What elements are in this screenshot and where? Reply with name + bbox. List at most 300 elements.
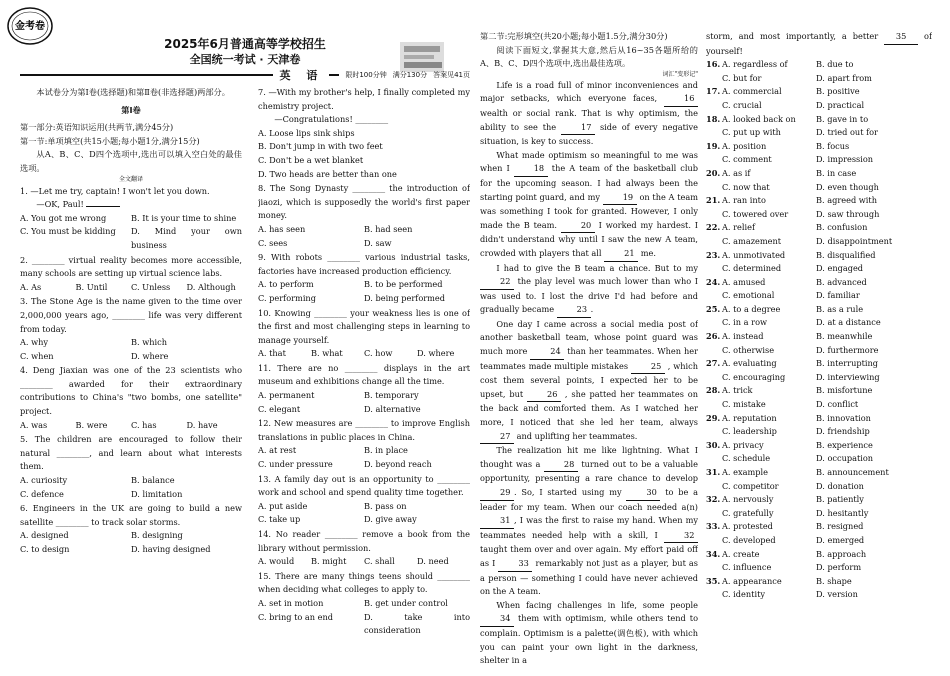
option-c[interactable]: C. sees	[258, 237, 288, 248]
option-d[interactable]: D. occupation	[816, 453, 874, 464]
q12-options	[258, 444, 470, 471]
passage-text: of yourself!	[706, 31, 932, 56]
option-b[interactable]: B. in case	[816, 167, 857, 178]
blank-34[interactable]: 34	[480, 612, 514, 627]
cloze-option-row	[706, 113, 932, 127]
blank-23[interactable]: 23	[557, 303, 591, 318]
option-a-text: A. amused	[722, 276, 766, 287]
question-5: 5. The children are encouraged to follow their natural ________, and learn about what interests them.	[20, 434, 242, 472]
question-6: 6. Engineers in the UK are going to build a new satellite ________ to track solar storms.	[20, 503, 242, 527]
option-d[interactable]: D. furthermore	[816, 344, 879, 355]
option-a[interactable]: A. set in motion	[258, 597, 324, 608]
option-a[interactable]: A. at rest	[258, 445, 297, 456]
option-c[interactable]: C. Don't be a wet blanket	[258, 154, 364, 165]
option-d[interactable]: D. need	[417, 556, 449, 567]
question-number: 23.	[706, 249, 721, 260]
time-limit: 限时100分钟	[345, 71, 387, 79]
passage-text: Life is a road full of minor inconveniences and major setbacks, which everyone faces,	[480, 79, 698, 104]
option-a[interactable]	[706, 249, 816, 263]
blank-24[interactable]: 24	[530, 345, 564, 360]
cloze-option-row	[706, 493, 932, 507]
option-a[interactable]	[706, 357, 816, 371]
option-a[interactable]	[706, 466, 816, 480]
passage-paragraph-5	[480, 444, 698, 599]
passage-paragraph-1	[480, 79, 698, 149]
option-b[interactable]: B. temporary	[364, 390, 419, 401]
option-c[interactable]	[706, 289, 816, 303]
cloze-option-row	[706, 548, 932, 562]
full-score: 满分130分	[392, 71, 428, 79]
option-c[interactable]	[706, 72, 816, 86]
blank-19[interactable]: 19	[603, 191, 637, 206]
option-d[interactable]: D. where	[131, 350, 169, 361]
option-b[interactable]: B. interrupting	[816, 358, 879, 369]
option-b[interactable]: B. focus	[816, 140, 850, 151]
option-a[interactable]	[706, 330, 816, 344]
option-d[interactable]: D. give away	[364, 514, 417, 525]
option-a-text: A. unmotivated	[722, 249, 786, 260]
option-c[interactable]	[706, 208, 816, 222]
option-c-text: C. in a row	[722, 317, 768, 328]
option-a[interactable]	[706, 439, 816, 453]
answer-page: 答案见41页	[433, 71, 470, 79]
cloze-option-row	[706, 276, 932, 290]
option-a-text: A. instead	[722, 331, 764, 342]
option-c-text: C. competitor	[722, 480, 779, 491]
passage-text: the A team of the basketball club for the upcoming season. I had always been the starting point guard, and my	[480, 163, 698, 202]
passage-text: , I was the first to raise my hand. When my teammates needed help with a skill, I	[480, 515, 698, 540]
option-d[interactable]: D. emerged	[816, 534, 865, 545]
option-c[interactable]	[706, 126, 816, 140]
option-d[interactable]: D. interviewing	[816, 371, 880, 382]
question-number: 26.	[706, 331, 721, 342]
option-a[interactable]: A. why	[20, 337, 49, 348]
option-a[interactable]	[706, 276, 816, 290]
option-c[interactable]	[706, 235, 816, 249]
cloze-option-row	[706, 58, 932, 72]
question-13: 13. A family day out is an opportunity to ________ work and school and spend quality time together.	[258, 473, 470, 498]
column-4	[706, 0, 932, 676]
option-d[interactable]: D. disappointment	[816, 235, 893, 246]
blank-29[interactable]: 29	[480, 486, 514, 501]
option-d[interactable]: D. hesitantly	[816, 507, 869, 518]
q1-reply-text: —OK, Paul!	[36, 199, 84, 210]
option-c[interactable]: C. Unless	[131, 281, 171, 292]
vocab-note: 词汇"变形记"	[662, 70, 698, 78]
passage-text: One day I came across a social media post of another basketball team, whose point guard was much more	[480, 318, 698, 357]
option-c[interactable]	[706, 262, 816, 276]
question-2: 2. ________ virtual reality becomes more accessible, many schools are setting up virtual science labs.	[20, 254, 242, 279]
option-b[interactable]: B. patiently	[816, 494, 864, 505]
option-d[interactable]: D. even though	[816, 181, 879, 192]
question-number: 35.	[706, 575, 721, 586]
question-number: 19.	[706, 140, 721, 151]
option-b[interactable]: B. Don't jump in with two feet	[258, 141, 383, 152]
blank-20[interactable]: 20	[561, 219, 595, 234]
option-a[interactable]	[706, 113, 816, 127]
question-7-reply: —Congratulations! ________	[274, 114, 389, 125]
passage-text: .	[590, 304, 594, 315]
blank-18[interactable]: 18	[514, 162, 548, 177]
option-c-text: C. comment	[722, 154, 772, 165]
passage-paragraph-3	[480, 262, 698, 318]
option-d[interactable]: D. perform	[816, 562, 862, 573]
option-a[interactable]	[706, 303, 816, 317]
option-c[interactable]: C. to design	[20, 544, 70, 554]
cloze-option-row	[706, 575, 932, 589]
passage-text: on the A team was something I took for granted. However, I only made the B team.	[480, 191, 698, 230]
option-b[interactable]: B. which	[131, 337, 167, 348]
question-number: 22.	[706, 222, 721, 233]
blank-33[interactable]: 33	[498, 557, 532, 572]
option-a[interactable]	[706, 58, 816, 72]
blank-28[interactable]: 28	[544, 458, 578, 473]
option-c[interactable]	[706, 588, 816, 602]
option-d[interactable]: D. friendship	[816, 426, 870, 437]
passage-text: turned out to be a valuable opportunity, presenting a rare chance to develop	[480, 458, 698, 484]
column-1	[20, 0, 242, 676]
option-c[interactable]: C. performing	[258, 292, 316, 303]
option-b[interactable]: B. pass on	[364, 500, 407, 511]
passage-text: What made optimism so meaningful to me was when I	[480, 149, 698, 174]
option-b[interactable]: B. confusion	[816, 222, 868, 233]
option-c[interactable]: C. You must be kidding	[20, 226, 116, 237]
option-c-text: C. encouraging	[722, 371, 786, 382]
option-b[interactable]: B. advanced	[816, 276, 867, 287]
cloze-option-row	[706, 194, 932, 208]
option-c-text: C. schedule	[722, 453, 771, 464]
option-b[interactable]: B. misfortune	[816, 385, 873, 396]
option-c-text: C. influence	[722, 562, 772, 573]
option-a[interactable]: A. curiosity	[20, 475, 68, 486]
q8-options	[258, 223, 470, 250]
option-d[interactable]: D. version	[816, 589, 858, 600]
option-c[interactable]	[706, 344, 816, 358]
option-c[interactable]: C. under pressure	[258, 459, 333, 470]
option-b[interactable]: B. might	[311, 556, 347, 567]
option-c[interactable]	[706, 507, 816, 521]
option-a[interactable]: A. You got me wrong	[20, 212, 107, 223]
cloze-option-row	[706, 534, 932, 548]
question-3: 3. The Stone Age is the name given to the time over 2,000,000 years ago, ________ life was very different from today.	[20, 296, 242, 334]
section1-heading: 第一节:单项填空(共15小题;每小题1分,满分15分)	[20, 135, 200, 146]
q15-options	[258, 597, 470, 638]
q14-options	[258, 555, 470, 569]
option-a[interactable]	[706, 194, 816, 208]
option-a-text: A. commercial	[722, 86, 782, 97]
option-b[interactable]: B. to be performed	[364, 279, 443, 290]
option-c[interactable]	[706, 316, 816, 330]
option-b[interactable]: B. due to	[816, 59, 854, 70]
option-d[interactable]: D. Although	[186, 281, 236, 292]
option-d[interactable]: D. limitation	[131, 488, 183, 499]
option-c-text: C. identity	[722, 589, 765, 600]
q9-options	[258, 278, 470, 305]
option-d[interactable]: D. impression	[816, 154, 874, 165]
option-a[interactable]: A. As	[20, 281, 42, 292]
cloze-option-row	[706, 262, 932, 276]
option-b[interactable]: B. innovation	[816, 412, 871, 423]
answer-blank[interactable]	[86, 206, 120, 207]
passage-text: , she patted her teammates on the back and comforted them. As I watched her more, I noticed that she led her team, always	[480, 388, 698, 428]
cloze-option-row	[706, 330, 932, 344]
option-a-text: A. create	[722, 548, 760, 559]
blank-27[interactable]: 27	[480, 430, 514, 445]
passage-text: and uplifting her teammates.	[516, 430, 638, 441]
option-b[interactable]: B. disqualified	[816, 249, 876, 260]
passage-paragraph-6-end	[706, 30, 932, 58]
option-a[interactable]	[706, 167, 816, 181]
option-c[interactable]: C. bring to an end	[258, 611, 334, 622]
option-c[interactable]	[706, 153, 816, 167]
option-a[interactable]: A. was	[20, 419, 48, 430]
option-c[interactable]: C. has	[131, 419, 157, 430]
cloze-option-row	[706, 371, 932, 385]
option-d[interactable]: D. have	[186, 419, 218, 430]
option-d[interactable]: D. conflict	[816, 399, 859, 410]
blank-25[interactable]: 25	[631, 360, 665, 375]
cloze-option-row	[706, 249, 932, 263]
cloze-option-row	[706, 72, 932, 86]
option-c[interactable]: C. when	[20, 350, 54, 361]
question-14: 14. No reader ________ remove a book from the library without permission.	[258, 529, 470, 553]
blank-32[interactable]: 32	[664, 529, 698, 544]
q6-options	[20, 529, 242, 556]
blank-21[interactable]: 21	[604, 247, 638, 262]
option-d[interactable]: D. take into consideration	[364, 611, 470, 636]
option-d[interactable]: D. being performed	[364, 292, 446, 303]
option-a[interactable]	[706, 520, 816, 534]
cloze-option-row	[706, 561, 932, 575]
option-a[interactable]	[706, 493, 816, 507]
option-a[interactable]: A. would	[258, 556, 295, 567]
cloze-option-row	[706, 140, 932, 154]
cloze-option-row	[706, 303, 932, 317]
option-b[interactable]: B. meanwhile	[816, 331, 873, 342]
option-b[interactable]: B. approach	[816, 548, 867, 559]
option-c[interactable]	[706, 99, 816, 113]
option-c[interactable]: C. defence	[20, 488, 64, 499]
question-9: 9. With robots ________ various industrial tasks, factories have increased production efficiency.	[258, 252, 470, 276]
option-c-text: C. leadership	[722, 426, 777, 437]
passage-text: them with optimism, while others tend to complain. Optimism is a palette(调色板), with which you can paint your own light in the darkness, shelter in a	[480, 613, 698, 666]
cloze-option-row	[706, 480, 932, 494]
question-4: 4. Deng Jiaxian was one of the 23 scientists who ________ awarded for their extraordinary contributions to China's "two bombs, one satellite" project.	[20, 365, 242, 417]
cloze-option-row	[706, 221, 932, 235]
question-number: 20.	[706, 167, 721, 178]
option-c-text: C. put up with	[722, 127, 781, 138]
option-c[interactable]: C. elegant	[258, 403, 301, 414]
cloze-option-row	[706, 384, 932, 398]
option-a[interactable]: A. put aside	[258, 500, 308, 511]
blank-31[interactable]: 31	[480, 514, 514, 529]
cloze-option-row	[706, 439, 932, 453]
cloze-option-row	[706, 425, 932, 439]
option-c[interactable]: C. take up	[258, 514, 301, 525]
question-number: 27.	[706, 358, 721, 369]
option-d[interactable]: D. alternative	[364, 403, 421, 414]
option-d[interactable]: D. apart from	[816, 72, 872, 83]
option-d[interactable]: D. Mind your own business	[131, 226, 242, 250]
question-number: 18.	[706, 113, 721, 124]
option-b[interactable]: B. had seen	[364, 223, 413, 234]
option-a[interactable]: A. permanent	[258, 390, 315, 401]
option-a[interactable]	[706, 384, 816, 398]
option-a[interactable]	[706, 140, 816, 154]
option-c-text: C. amazement	[722, 235, 782, 246]
exam-subtitle: 全国统一考试 · 天津卷	[189, 53, 301, 66]
option-a[interactable]	[706, 412, 816, 426]
blank-35[interactable]: 35	[884, 30, 918, 45]
option-b[interactable]: B. experience	[816, 439, 873, 450]
cloze-option-row	[706, 167, 932, 181]
option-c[interactable]	[706, 480, 816, 494]
option-c[interactable]	[706, 371, 816, 385]
option-d[interactable]: D. tried out for	[816, 127, 878, 138]
question-number: 34.	[706, 548, 721, 559]
q13-options	[258, 500, 470, 527]
option-a-text: A. reputation	[722, 412, 777, 423]
cloze-option-row	[706, 316, 932, 330]
cloze-option-row	[706, 126, 932, 140]
option-b[interactable]: B. what	[311, 348, 343, 359]
option-b[interactable]: B. as a rule	[816, 303, 864, 314]
q3-options	[20, 336, 242, 363]
option-b[interactable]: B. designing	[131, 530, 183, 541]
passage-text: the play level was much lower than who I was used to. I lost the drive I'd had before and gradually became	[480, 276, 698, 315]
option-d[interactable]: D. familiar	[816, 290, 860, 301]
option-d[interactable]: D. engaged	[816, 263, 864, 274]
option-c-text: C. emotional	[722, 290, 775, 301]
passage-paragraph-4	[480, 318, 698, 444]
option-d[interactable]: D. at a distance	[816, 317, 881, 328]
question-number: 25.	[706, 303, 721, 314]
option-a[interactable]	[706, 221, 816, 235]
option-b[interactable]: B. announcement	[816, 467, 889, 477]
option-b[interactable]: B. It is your time to shine	[131, 212, 237, 223]
option-b[interactable]: B. gave in to	[816, 113, 869, 124]
cloze-option-row	[706, 235, 932, 249]
question-12: 12. New measures are ________ to improve English translations in public places in China.	[258, 418, 470, 442]
option-c[interactable]	[706, 425, 816, 439]
blank-26[interactable]: 26	[527, 388, 561, 403]
option-a-text: A. to a degree	[722, 303, 781, 314]
option-c[interactable]	[706, 181, 816, 195]
passage-text: I worked my hardest. I didn't understand why until I saw the new A team, crowded with players that all	[480, 219, 698, 258]
option-d[interactable]: D. Two heads are better than one	[258, 168, 397, 179]
option-d[interactable]: D. having designed	[131, 544, 211, 554]
option-a[interactable]: A. designed	[20, 530, 69, 541]
option-c-text: C. now that	[722, 181, 770, 192]
q7-options	[258, 127, 470, 181]
passage-paragraph-2	[480, 149, 698, 262]
option-a[interactable]: A. that	[258, 348, 286, 359]
option-c-text: C. gratefully	[722, 507, 774, 518]
option-a[interactable]: A. has seen	[258, 223, 306, 234]
option-a[interactable]	[706, 548, 816, 562]
question-1-reply	[20, 198, 242, 212]
blank-16[interactable]: 16	[664, 92, 698, 107]
option-a-text: A. regardless of	[722, 59, 788, 70]
option-d[interactable]: D. saw through	[816, 208, 880, 219]
option-d[interactable]: D. practical	[816, 99, 865, 110]
passage-text: me.	[640, 247, 656, 258]
option-b[interactable]: B. shape	[816, 575, 852, 586]
exam-title: 2025年6月普通高等学校招生	[164, 37, 326, 51]
option-c-text: C. otherwise	[722, 344, 775, 355]
option-c[interactable]: C. how	[364, 348, 393, 359]
intro-text: 本试卷分为第Ⅰ卷(选择题)和第Ⅱ卷(非选择题)两部分。	[36, 87, 230, 97]
option-c-text: C. crucial	[722, 99, 762, 110]
question-number: 17.	[706, 86, 721, 97]
question-number: 32.	[706, 494, 721, 505]
option-c[interactable]: C. shall	[364, 556, 395, 567]
option-d[interactable]: D. beyond reach	[364, 459, 432, 470]
column-2	[258, 0, 470, 676]
cloze-option-row	[706, 181, 932, 195]
logo-text: 金考卷	[15, 21, 45, 32]
option-a-text: A. as if	[722, 167, 751, 178]
option-a-text: A. nervously	[722, 494, 774, 505]
q11-options	[258, 389, 470, 416]
q4-options	[20, 419, 242, 433]
option-a-text: A. looked back on	[722, 113, 796, 124]
section2-heading: 第二节:完形填空(共20小题;每小题1.5分,满分30分)	[480, 31, 668, 41]
option-a-text: A. position	[722, 140, 767, 151]
option-c-text: C. towered over	[722, 208, 789, 219]
translation-note: 全文翻译	[118, 175, 143, 183]
blank-17[interactable]: 17	[561, 121, 595, 136]
passage-text: taught them over and over again. My effort paid off as I	[480, 544, 698, 568]
column-3	[480, 0, 698, 676]
option-a[interactable]: A. to perform	[258, 279, 314, 290]
blank-30[interactable]: 30	[626, 486, 660, 501]
option-b[interactable]: B. resigned	[816, 521, 864, 532]
option-d[interactable]: D. saw	[364, 237, 392, 248]
option-c[interactable]	[706, 534, 816, 548]
question-number: 24.	[706, 276, 721, 287]
q1-options	[20, 212, 242, 253]
option-a[interactable]: A. Loose lips sink ships	[258, 127, 355, 138]
option-a-text: A. evaluating	[722, 358, 777, 369]
blank-22[interactable]: 22	[480, 275, 514, 290]
option-b[interactable]: B. Until	[75, 281, 108, 292]
option-d[interactable]: D. donation	[816, 480, 864, 491]
question-number: 21.	[706, 195, 721, 206]
option-b[interactable]: B. get under control	[364, 597, 448, 608]
option-b[interactable]: B. were	[75, 419, 108, 430]
passage-text: When facing challenges in life, some people	[496, 599, 698, 610]
cloze-option-row	[706, 85, 932, 99]
question-number: 29.	[706, 412, 721, 423]
section1-instructions: 从A、B、C、D四个选项中,选出可以填入空白处的最佳选项。	[20, 149, 242, 173]
option-c[interactable]	[706, 398, 816, 412]
passage-text: to be a leader for my team. When our coach needed a(n)	[480, 487, 698, 512]
option-c[interactable]	[706, 452, 816, 466]
option-b[interactable]: B. in place	[364, 445, 408, 456]
question-8: 8. The Song Dynasty ________ the introduction of jiaozi, which is supposedly the world's first paper money.	[258, 183, 470, 221]
option-b[interactable]: B. positive	[816, 86, 860, 97]
option-d[interactable]: D. where	[417, 348, 455, 359]
option-c[interactable]	[706, 561, 816, 575]
option-b[interactable]: B. agreed with	[816, 195, 877, 206]
option-a[interactable]	[706, 85, 816, 99]
cloze-option-row	[706, 520, 932, 534]
question-number: 30.	[706, 439, 721, 450]
passage-text: storm, and most importantly, a better	[706, 31, 879, 41]
option-b[interactable]: B. balance	[131, 475, 175, 486]
option-a[interactable]	[706, 575, 816, 589]
